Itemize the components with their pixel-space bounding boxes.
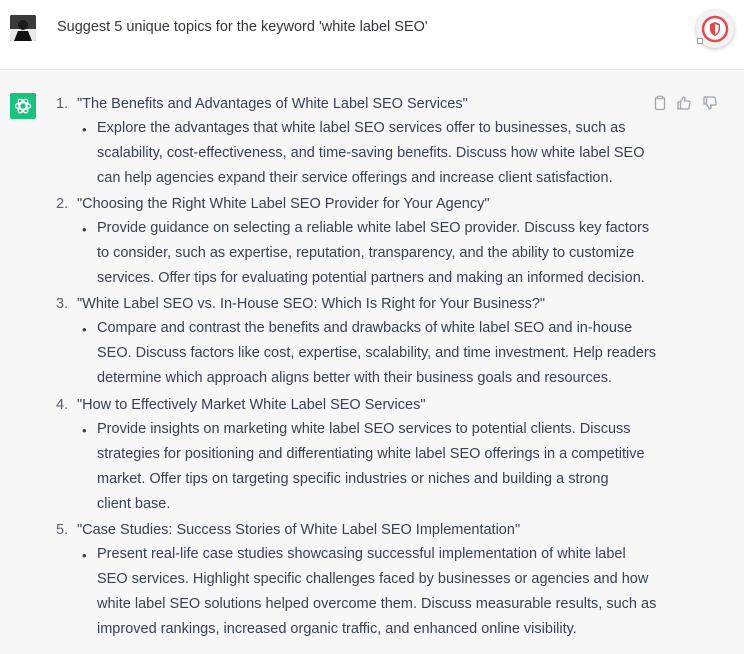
description-line: services. Offer tips for evaluating potential partners and making an informed decision. (97, 270, 645, 287)
topic-number: 1. (56, 96, 69, 112)
user-photo-avatar-icon (10, 15, 36, 41)
bullet-marker: • (82, 122, 87, 137)
topic-description (97, 116, 657, 191)
shield-extension-icon (701, 15, 729, 43)
description-line: Provide guidance on selecting a reliable white label SEO provider. Discuss key factors (97, 220, 650, 236)
description-line: market. Offer tips on targeting specific industries or niches and building a strong (97, 471, 609, 488)
topic-number: 3. (56, 296, 69, 312)
copy-button[interactable] (652, 95, 668, 111)
user-message-row (0, 0, 744, 70)
description-line: strategies for positioning and differentiating white label SEO offerings in a competitive (97, 446, 645, 463)
topic-number: 2. (56, 196, 69, 212)
topic-number: 5. (56, 522, 69, 538)
topic-title: "How to Effectively Market White Label SEO Services" (77, 397, 426, 413)
topic-title: "White Label SEO vs. In-House SEO: Which Is Right for Your Business?" (77, 296, 546, 312)
description-line: SEO. Discuss factors like cost, expertise, scalability, and time investment. Help readers (97, 345, 657, 362)
description-line: SEO services. Highlight specific challenges faced by businesses or agencies and how (97, 571, 649, 588)
topic-title: "Case Studies: Success Stories of White Label SEO Implementation" (77, 522, 521, 538)
description-line: client base. (97, 496, 171, 513)
thumbs-up-icon (676, 95, 692, 111)
description-line: white label SEO solutions helped overcome them. Discuss measurable results, such as (97, 596, 657, 613)
description-line: to consider, such as expertise, reputation, transparency, and the ability to customize (97, 245, 635, 262)
bullet-marker: • (82, 423, 87, 438)
topic-description (97, 216, 657, 291)
thumbs-down-icon (702, 95, 718, 111)
openai-logo-icon (13, 96, 33, 116)
bullet-marker: • (82, 222, 87, 237)
thumbs-up-button[interactable] (676, 95, 692, 111)
assistant-message-row (0, 71, 744, 654)
extension-resize-handle (697, 38, 703, 44)
assistant-avatar (10, 93, 36, 119)
description-line: Compare and contrast the benefits and drawbacks of white label SEO and in-house (97, 320, 633, 336)
topic-description (97, 316, 657, 391)
topic-number: 4. (56, 397, 69, 413)
bullet-marker: • (82, 322, 87, 337)
description-line: determine which approach aligns better with their business goals and resources. (97, 370, 613, 387)
bullet-marker: • (82, 548, 87, 563)
user-avatar (10, 15, 36, 41)
description-line: can help agencies expand their service offerings and increase client satisfaction. (97, 170, 613, 187)
description-line: Provide insights on marketing white label SEO services to potential clients. Discuss (97, 421, 631, 437)
topic-description (97, 417, 657, 517)
clipboard-icon (652, 95, 668, 111)
topic-description (97, 542, 657, 642)
topic-title: "The Benefits and Advantages of White Label SEO Services" (77, 96, 468, 112)
description-line: Present real-life case studies showcasing successful implementation of white label (97, 546, 626, 562)
description-line: improved rankings, increased organic traffic, and enhanced online visibility. (97, 621, 577, 638)
topic-title: "Choosing the Right White Label SEO Provider for Your Agency" (77, 196, 490, 212)
description-line: Explore the advantages that white label SEO services offer to businesses, such as (97, 120, 626, 136)
description-line: scalability, cost-effectiveness, and time-saving benefits. Discuss how white label SEO (97, 145, 645, 162)
thumbs-down-button[interactable] (702, 95, 718, 111)
user-message-text: Suggest 5 unique topics for the keyword 'white label SEO' (57, 19, 428, 35)
